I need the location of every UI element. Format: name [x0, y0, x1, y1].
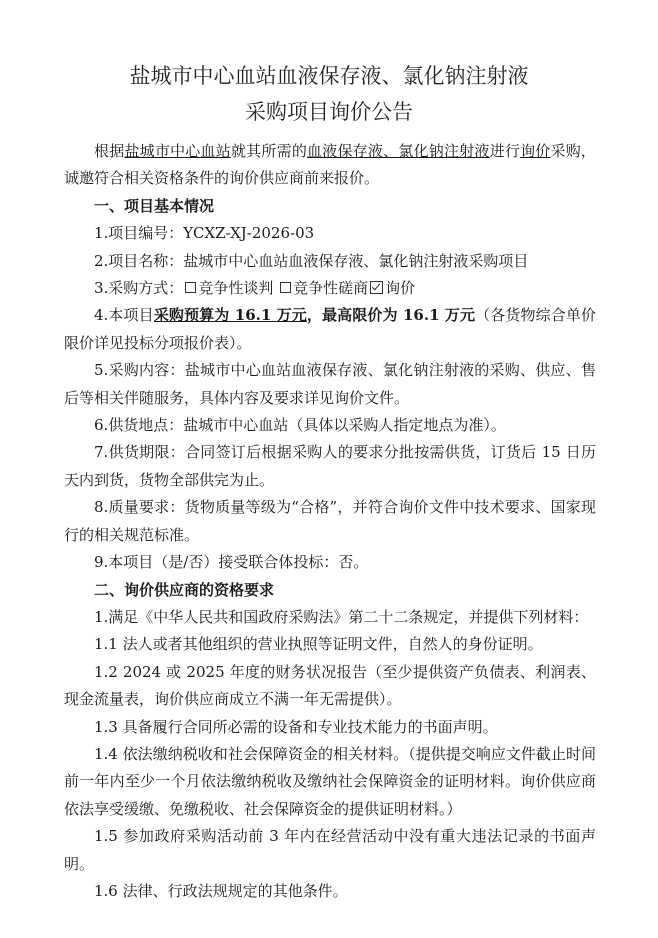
checkbox-unchecked-icon: [280, 282, 291, 293]
max-price: ，最高限价为 16.1 万元: [306, 306, 476, 325]
req-1-4: 1.4 依法缴纳税收和社会保障资金的相关材料。（提供提交响应文件截止时间前一年内至少一个月依法缴纳税收及缴纳社会保障资金的证明材料。询价供应商依法享受缓缴、免缴税收、社会保障资金的提供证明材料。）: [64, 744, 596, 818]
document-title-line1: 盐城市中心血站血液保存液、氯化钠注射液: [129, 64, 529, 88]
item-project-number: 1.项目编号：YCXZ-XJ-2026-03: [94, 224, 315, 243]
intro-paragraph: 根据盐城市中心血站就其所需的血液保存液、氯化钠注射液进行询价采购，诚邀符合相关资格条件的询价供应商前来报价。: [64, 142, 596, 188]
checkbox-unchecked-icon: [185, 282, 196, 293]
item-delivery-period: 7.供货期限：合同签订后根据采购人的要求分批按需供货，订货后 15 日历天内到货，货物全部供完为止。: [64, 443, 596, 489]
document-body: [64, 138, 596, 905]
document-title-line2: 采购项目询价公告: [245, 100, 413, 124]
item-quality: 8.质量要求：货物质量等级为“合格”，并符合询价文件中技术要求、国家现行的相关规范标准。: [64, 498, 596, 544]
req-1-5: 1.5 参加政府采购活动前 3 年内在经营活动中没有重大违法记录的书面声明。: [64, 827, 596, 873]
item-content: 5.采购内容：盐城市中心血站血液保存液、氯化钠注射液的采购、供应、售后等相关伴随服务，具体内容及要求详见询价文件。: [64, 361, 596, 407]
item-budget: 4.本项目采购预算为 16.1 万元，最高限价为 16.1 万元（各货物综合单价限价详见投标分项报价表）。: [64, 306, 596, 352]
purchaser-name: 盐城市中心血站: [124, 142, 231, 160]
item-delivery-location: 6.供货地点：盐城市中心血站（具体以采购人指定地点为准）。: [94, 416, 506, 435]
req-1-6: 1.6 法律、行政法规规定的其他条件。: [94, 881, 348, 900]
req-1-1: 1.1 法人或者其他组织的营业执照等证明文件，自然人的身份证明。: [94, 635, 543, 654]
req-1-3: 1.3 具备履行合同所必需的设备和专业技术能力的书面声明。: [94, 717, 498, 736]
section-heading-2: 二、询价供应商的资格要求: [94, 580, 275, 599]
item-consortium: 9.本项目（是/否）接受联合体投标：否。: [94, 553, 369, 572]
req-1-2: 1.2 2024 或 2025 年度的财务状况报告（至少提供资产负债表、利润表、现金流量表，询价供应商成立不满一年无需提供）。: [64, 662, 596, 709]
goods-name: 血液保存液、氯化钠注射液: [307, 142, 490, 160]
item-procurement-method: 3.采购方式： 竞争性谈判 竞争性磋商 询价: [94, 279, 416, 298]
procurement-method: 询价: [520, 142, 551, 160]
checkbox-checked-icon: [370, 281, 383, 294]
item-project-name: 2.项目名称：盐城市中心血站血液保存液、氯化钠注射液采购项目: [94, 251, 529, 270]
req-1: 1.满足《中华人民共和国政府采购法》第二十二条规定，并提供下列材料：: [94, 607, 589, 626]
section-heading-1: 一、项目基本情况: [94, 196, 215, 215]
budget-amount: 采购预算为 16.1 万元: [153, 306, 307, 325]
